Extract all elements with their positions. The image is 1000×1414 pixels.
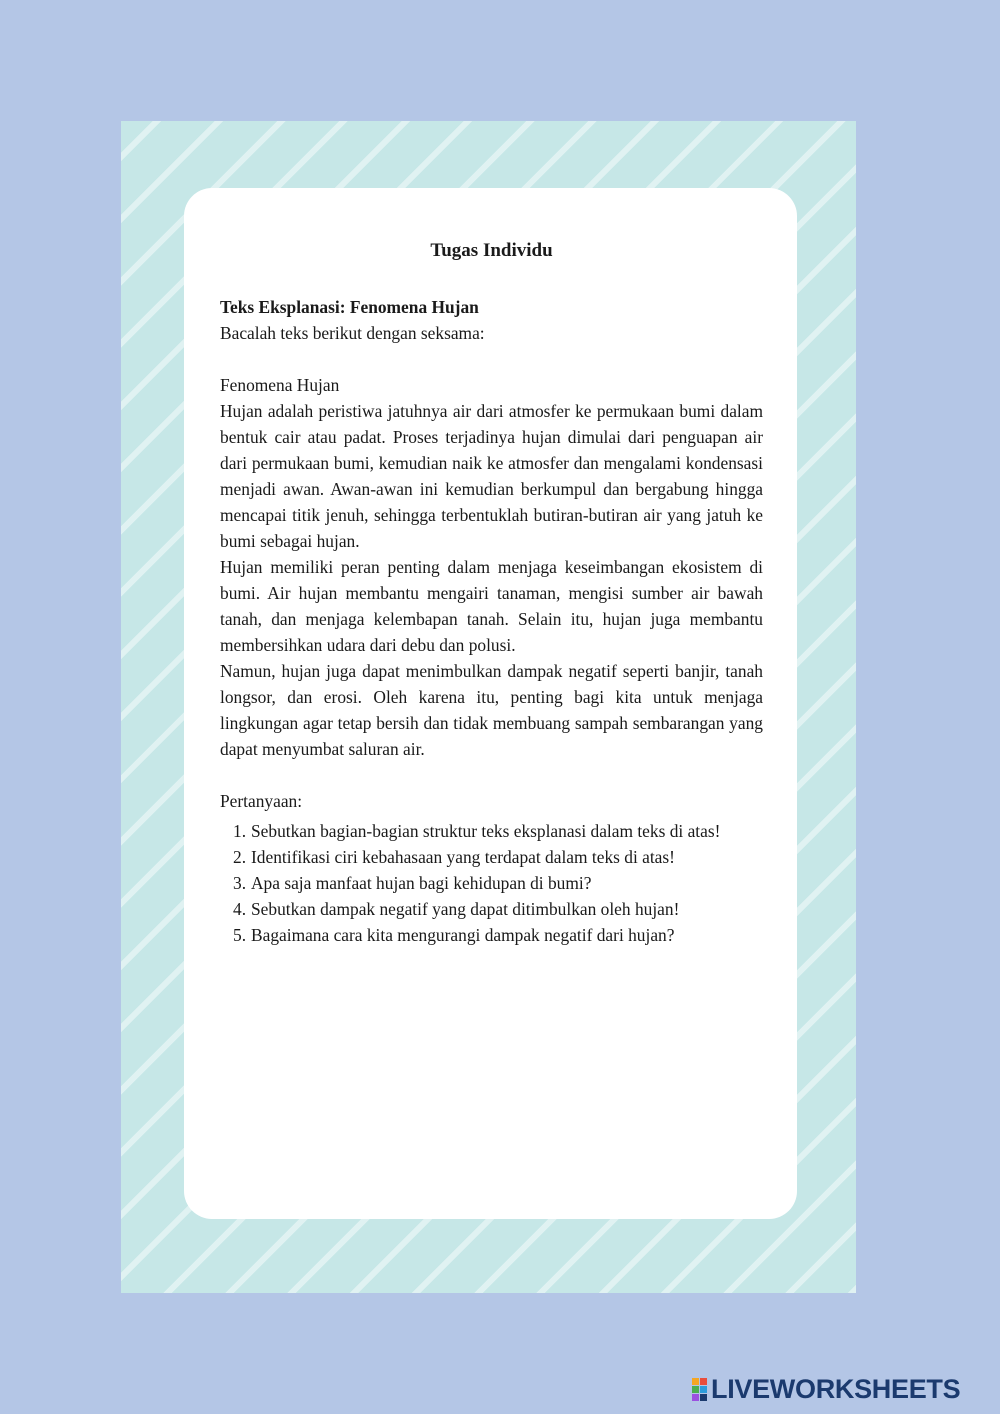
logo-square xyxy=(692,1394,699,1401)
question-text: Sebutkan bagian-bagian struktur teks eksplanasi dalam teks di atas! xyxy=(251,821,721,841)
instruction-text: Bacalah teks berikut dengan seksama: xyxy=(220,323,485,343)
questions-list xyxy=(220,818,763,948)
question-item xyxy=(220,896,763,922)
question-number: 5. xyxy=(233,925,247,945)
question-number: 2. xyxy=(233,847,247,867)
paragraph-3: Namun, hujan juga dapat menimbulkan dampak negatif seperti banjir, tanah longsor, dan erosi. Oleh karena itu, penting bagi kita untuk menjaga lingkungan agar tetap bersih dan tidak membuang sampah sembarangan yang dapat menyumbat saluran air. xyxy=(220,661,763,759)
question-text: Identifikasi ciri kebahasaan yang terdapat dalam teks di atas! xyxy=(251,847,675,867)
worksheet-subtitle: Teks Eksplanasi: Fenomena Hujan xyxy=(220,297,479,317)
question-text: Apa saja manfaat hujan bagi kehidupan di bumi? xyxy=(251,873,592,893)
question-number: 4. xyxy=(233,899,247,919)
worksheet-content xyxy=(220,236,763,948)
question-text: Bagaimana cara kita mengurangi dampak negatif dari hujan? xyxy=(251,925,675,945)
logo-square xyxy=(692,1378,699,1385)
question-number: 1. xyxy=(233,821,247,841)
question-item xyxy=(220,844,763,870)
logo-icon xyxy=(692,1378,707,1401)
paragraph-2: Hujan memiliki peran penting dalam menjaga keseimbangan ekosistem di bumi. Air hujan membantu mengairi tanaman, mengisi sumber air bawah tanah, dan menjaga kelembapan tanah. Selain itu, hujan juga membantu membersihkan udara dari debu dan polusi. xyxy=(220,557,763,655)
logo-square xyxy=(700,1378,707,1385)
question-item xyxy=(220,818,763,844)
logo-square xyxy=(700,1386,707,1393)
question-number: 3. xyxy=(233,873,247,893)
question-item xyxy=(220,870,763,896)
liveworksheets-logo[interactable] xyxy=(692,1373,960,1405)
question-text: Sebutkan dampak negatif yang dapat ditimbulkan oleh hujan! xyxy=(251,899,680,919)
logo-text: LIVEWORKSHEETS xyxy=(711,1373,961,1404)
reading-title: Fenomena Hujan xyxy=(220,375,340,395)
page-title: Tugas Individu xyxy=(430,240,553,261)
logo-square xyxy=(700,1394,707,1401)
paragraph-1: Hujan adalah peristiwa jatuhnya air dari atmosfer ke permukaan bumi dalam bentuk cair atau padat. Proses terjadinya hujan dimulai dari penguapan air dari permukaan bumi, kemudian naik ke atmosfer dan mengalami kondensasi menjadi awan. Awan-awan ini kemudian berkumpul dan bergabung hingga mencapai titik jenuh, sehingga terbentuklah butiran-butiran air yang jatuh ke bumi sebagai hujan. xyxy=(220,401,763,551)
question-item xyxy=(220,922,763,948)
questions-label: Pertanyaan: xyxy=(220,791,303,811)
logo-square xyxy=(692,1386,699,1393)
